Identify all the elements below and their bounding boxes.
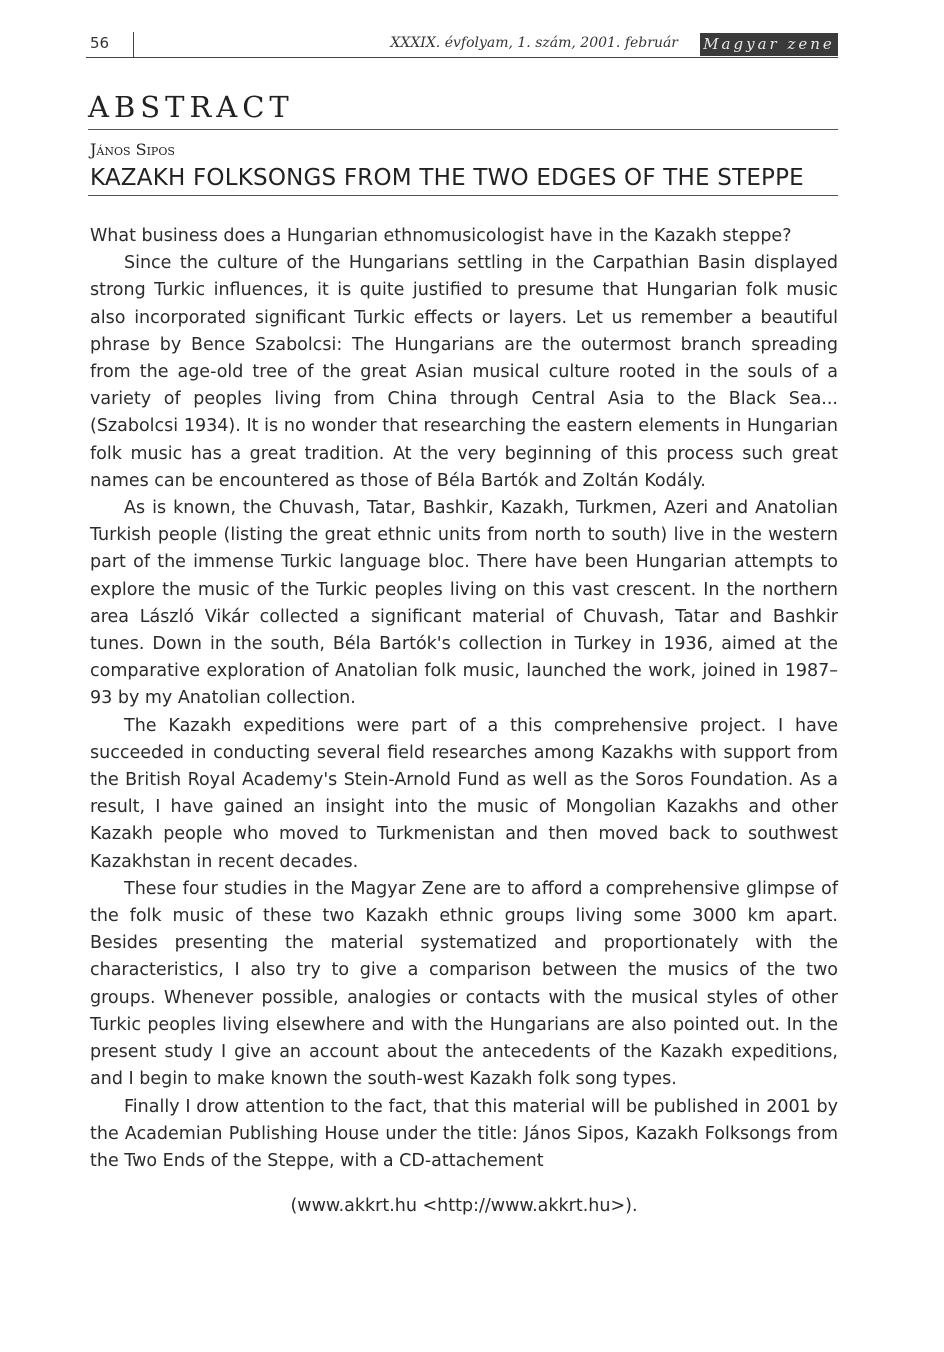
author-name: János Sipos (90, 140, 175, 159)
journal-badge: Magyar zene (700, 33, 838, 56)
paragraph-2: Since the culture of the Hungarians settling in the Carpathian Basin displayed strong Turkic influences, it is quite justified to presume that Hungarian folk music also incorporated significant Turkic effects or layers. Let us remember a beautiful phrase by Bence Szabolcsi: The Hungarians are the outermost branch spreading from the age-old tree of the great Asian musical culture rooted in the souls of a variety of peoples living from China through Central Asia to the Black Sea... (Szabolcsi 1934). It is no wonder that researching the eastern elements in Hungarian folk music has a great tradition. At the very beginning of this process such great names can be encountered as those of Béla Bartók and Zoltán Kodály. (90, 253, 838, 491)
page-number: 56 (90, 34, 110, 52)
paragraph-6: Finally I drow attention to the fact, that this material will be published in 2001 by the Academian Publishing House under the title: János Sipos, Kazakh Folksongs from the Two Ends of the Steppe, with a CD-attachement (90, 1096, 838, 1171)
page-number-divider (133, 32, 134, 58)
header-rule (86, 57, 838, 58)
title-rule-bottom (88, 195, 838, 196)
paragraph-3: As is known, the Chuvash, Tatar, Bashkir, Kazakh, Turkmen, Azeri and Anatolian Turkish people (listing the great ethnic units from north to south) live in the western part of the immense Turkic language bloc. There have been Hungarian attempts to explore the music of the Turkic peoples living on this vast crescent. In the northern area László Vikár collected a significant material of Chuvash, Tatar and Bashkir tunes. Down in the south, Béla Bartók's collection in Turkey in 1936, aimed at the comparative exploration of Anatolian folk music, launched the work, joined in 1987–93 by my Anatolian collection. (90, 498, 838, 709)
title-rule-top (88, 129, 838, 130)
issue-info: XXXIX. évfolyam, 1. szám, 2001. február (390, 35, 678, 51)
abstract-body (90, 223, 838, 1220)
article-title: KAZAKH FOLKSONGS FROM THE TWO EDGES OF THE STEPPE (90, 165, 804, 191)
paragraph-5: These four studies in the Magyar Zene are to afford a comprehensive glimpse of the folk music of these two Kazakh ethnic groups living some 3000 km apart. Besides presenting the material systematized and proportionately with the characteristics, I also try to give a comparison between the musics of the two groups. Whenever possible, analogies or contacts with the musical styles of other Turkic peoples living elsewhere and with the Hungarians are also pointed out. In the present study I give an account about the antecedents of the Kazakh expeditions, and I begin to make known the south-west Kazakh folk song types. (90, 878, 838, 1090)
paragraph-1: What business does a Hungarian ethnomusicologist have in the Kazakh steppe? (90, 226, 792, 246)
section-title: ABSTRACT (88, 90, 294, 124)
url-line: (www.akkrt.hu <http://www.akkrt.hu>). (290, 1196, 638, 1217)
paragraph-4: The Kazakh expeditions were part of a this comprehensive project. I have succeeded in conducting several field researches among Kazakhs with support from the British Royal Academy's Stein-Arnold Fund as well as the Soros Foundation. As a result, I have gained an insight into the music of Mongolian Kazakhs and other Kazakh people who moved to Turkmenistan and then moved back to southwest Kazakhstan in recent decades. (90, 715, 838, 872)
running-header (86, 30, 838, 58)
